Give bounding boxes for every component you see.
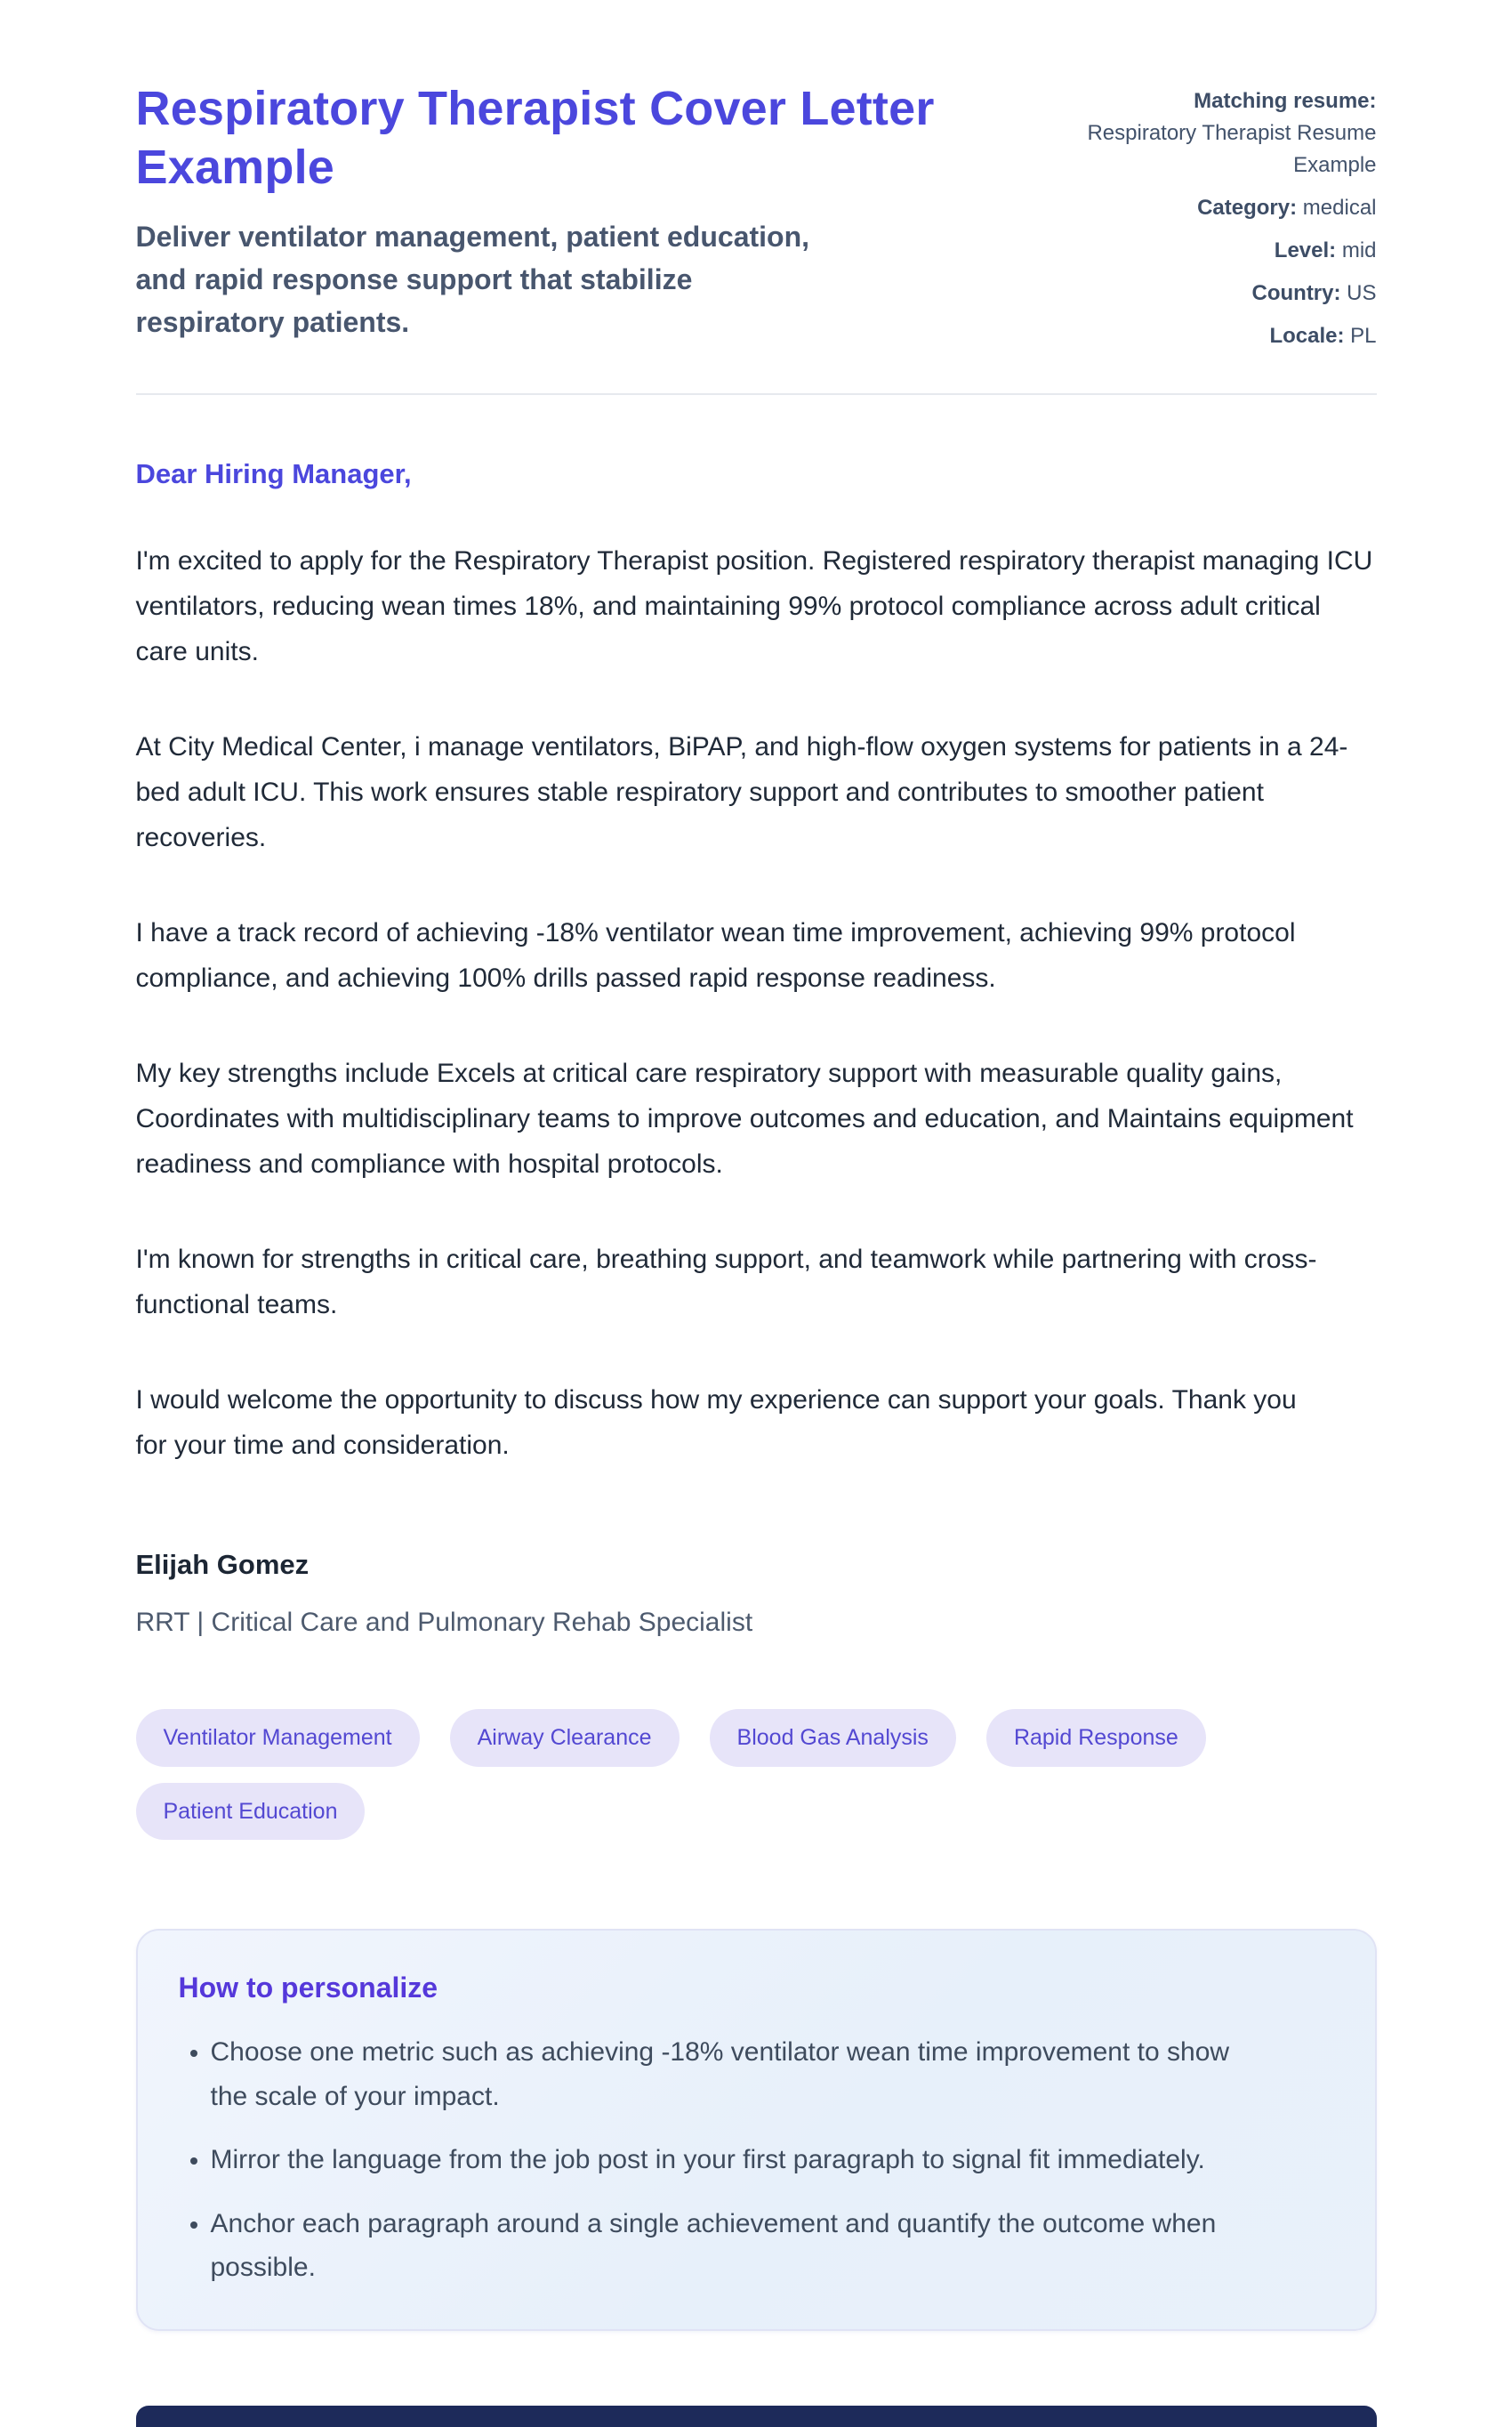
meta-value: US (1347, 281, 1377, 305)
page-title: Respiratory Therapist Cover Letter Example (135, 82, 935, 194)
letter-paragraph: My key strengths include Excels at critical care respiratory support with measurable quality gains, Coordinates with multidisciplinary teams to improve outcomes and education, and Maintains equipment readiness and compliance with hospital protocols. (135, 1058, 1354, 1179)
meta-label: Category: (1197, 196, 1298, 220)
matching-resume-label: Matching resume: (1194, 89, 1377, 113)
letter-paragraph: At City Medical Center, i manage ventilators, BiPAP, and high-flow oxygen systems for patients in a 24-bed adult ICU. This work ensures stable respiratory support and contributes to smoother patient recoveries. (135, 731, 1348, 852)
page-content (136, 0, 1377, 2331)
skill-tag: Rapid Response (986, 1709, 1206, 1767)
meta-label: Country: (1251, 281, 1341, 305)
meta-row-category (985, 192, 1377, 224)
personalize-tips-list (179, 2030, 1323, 2290)
personalize-tip: • Anchor each paragraph around a single achievement and quantify the outcome when possible. (211, 2202, 1269, 2290)
matching-resume-value: Respiratory Therapist Resume Example (1087, 121, 1377, 177)
page-header (136, 80, 1377, 352)
meta-label: Locale: (1269, 324, 1345, 348)
meta-row-locale (985, 320, 1377, 352)
meta-row-level (985, 235, 1377, 267)
personalize-heading: How to personalize (178, 1971, 438, 2004)
skill-tag: Blood Gas Analysis (710, 1709, 956, 1767)
resume-meta (985, 80, 1377, 352)
skill-tag: Airway Clearance (450, 1709, 680, 1767)
skill-tags (136, 1709, 1328, 1840)
letter-paragraph: I'm excited to apply for the Respiratory Therapist position. Registered respiratory therapist managing ICU ventilators, reducing wean times 18%, and maintaining 99% protocol compliance across adult critical care units. (135, 545, 1373, 666)
meta-row-country (985, 278, 1377, 310)
signature-name: Elijah Gomez (135, 1548, 310, 1580)
letter-paragraph: I have a track record of achieving -18% ventilator wean time improvement, achieving 99% protocol compliance, and achieving 100% drills passed rapid response readiness. (135, 917, 1296, 993)
page-subtitle: Deliver ventilator management, patient education, and rapid response support that stabilize respiratory patients. (135, 220, 810, 338)
meta-value: medical (1302, 196, 1377, 220)
letter-greeting: Dear Hiring Manager, (135, 458, 412, 489)
header-divider (136, 393, 1377, 395)
letter-paragraph: I'm known for strengths in critical care, breathing support, and teamwork while partnering with cross-functional teams. (135, 1244, 1317, 1319)
personalize-tip: • Choose one metric such as achieving -18% ventilator wean time improvement to show the scale of your impact. (211, 2030, 1269, 2118)
skill-tag: Patient Education (136, 1783, 366, 1841)
header-titles (136, 80, 937, 343)
meta-value: PL (1350, 324, 1377, 348)
personalize-tip: • Mirror the language from the job post in your first paragraph to signal fit immediately. (211, 2138, 1269, 2182)
signature-role: RRT | Critical Care and Pulmonary Rehab Specialist (135, 1608, 753, 1637)
letter-paragraph: I would welcome the opportunity to discuss how my experience can support your goals. Thank you for your time and consideration. (135, 1384, 1297, 1460)
personalize-tips-box (136, 1929, 1377, 2331)
footer-section-top (136, 2406, 1377, 2427)
skill-tag: Ventilator Management (136, 1709, 420, 1767)
meta-value: mid (1341, 238, 1377, 262)
meta-label: Level: (1274, 238, 1337, 262)
